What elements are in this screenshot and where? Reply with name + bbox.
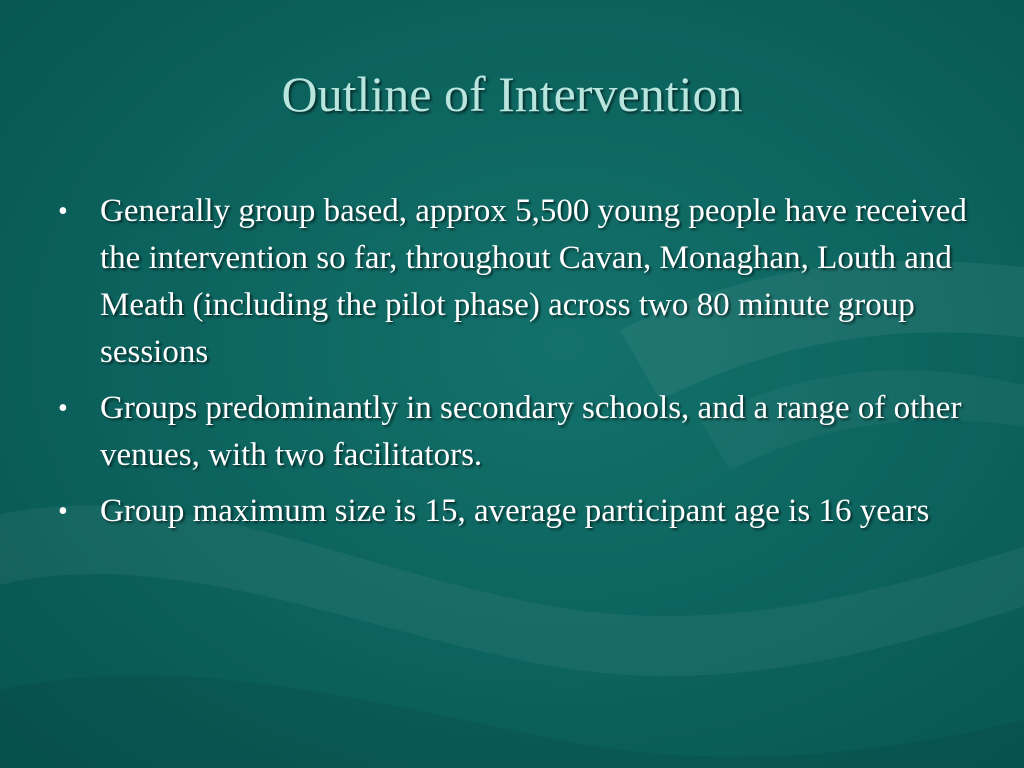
bullet-item xyxy=(58,188,970,376)
bullet-dot-icon: • xyxy=(58,496,68,527)
bullet-text: Generally group based, approx 5,500 young people have received the intervention so far, throughout Cavan, Monaghan, Louth and Meath (including the pilot phase) across two 80 minute group sessions xyxy=(100,193,967,370)
bullet-text: Group maximum size is 15, average participant age is 16 years xyxy=(100,493,930,529)
bullet-item xyxy=(58,488,970,535)
bullet-text: Groups predominantly in secondary schools, and a range of other venues, with two facilitators. xyxy=(100,390,962,473)
bullet-dot-icon: • xyxy=(58,196,68,227)
slide-title: Outline of Intervention xyxy=(281,66,743,122)
bullet-item xyxy=(58,385,970,479)
bullet-list xyxy=(58,188,970,544)
bullet-dot-icon: • xyxy=(58,393,68,424)
